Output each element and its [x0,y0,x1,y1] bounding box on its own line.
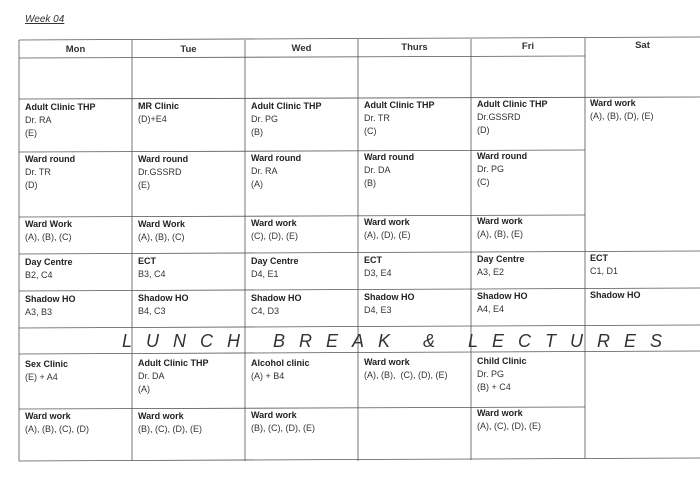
cell-title: Shadow HO [251,293,302,303]
cell-title: Day Centre [25,257,73,267]
cell-line: Dr. DA [364,165,391,175]
cell-line: (A) + B4 [251,371,285,381]
day-header-fri: Fri [521,41,535,52]
cell-wed-shadow [251,292,302,318]
cell-fri-clinic [477,98,548,137]
cell-title: Shadow HO [364,292,415,302]
cell-line: C1, D1 [590,266,619,276]
cell-title: Shadow HO [138,293,189,303]
cell-tue-clinic [138,100,179,126]
cell-title: Sex Clinic [25,359,69,369]
cell-line: (C) [364,126,377,136]
cell-thurs-ect [364,254,392,280]
cell-line: (E) [138,180,150,190]
cell-line: B2, C4 [25,270,53,280]
cell-title: Ward Work [138,219,186,229]
cell-line: Dr. PG [477,369,505,379]
cell-mon-afternoon2 [25,410,89,436]
cell-title: Ward round [25,154,76,164]
cell-line: (B) [251,127,263,137]
cell-line: Dr. TR [364,113,390,123]
cell-title: Shadow HO [25,294,76,304]
cell-title: MR Clinic [138,101,180,111]
cell-sat-shadow [590,289,641,302]
cell-tue-ward-round [138,153,188,192]
cell-wed-afternoon2 [251,409,315,435]
cell-mon-day-centre [25,256,73,282]
cell-title: Ward round [138,154,189,164]
cell-wed-ward-work [251,217,298,243]
cell-line: Dr.GSSRD [138,167,182,177]
cell-line: (B) + C4 [477,382,511,392]
cell-tue-afternoon2 [138,410,202,436]
week-label: Week 04 [25,14,65,25]
cell-line: D4, E3 [364,305,392,315]
cell-title: Ward round [477,151,528,161]
cell-line: (A), (C), (D), (E) [477,421,541,431]
cell-title: Adult Clinic THP [138,358,209,368]
cell-title: Ward work [251,218,297,228]
cell-line: (E) [25,128,37,138]
cell-line: Dr. PG [251,114,279,124]
cell-line: C4, D3 [251,306,280,316]
cell-title: Ward Work [25,219,73,229]
cell-tue-ect [138,255,166,281]
cell-title: Ward round [251,153,302,163]
cell-tue-afternoon1 [138,357,209,396]
cell-title: Shadow HO [477,291,528,301]
cell-line: (B) [364,178,376,188]
cell-line: A3, E2 [477,267,505,277]
cell-tue-ward-work [138,218,185,244]
cell-fri-ward-work [477,215,523,241]
cell-mon-afternoon1 [25,358,68,384]
cell-line: (B), (C), (D), (E) [251,423,315,433]
cell-line: (D) [477,125,490,135]
cell-line: A4, E4 [477,304,505,314]
cell-title: Ward work [477,216,523,226]
cell-line: (C) [477,177,490,187]
cell-tue-shadow [138,292,189,318]
cell-thurs-afternoon1 [364,356,447,382]
cell-mon-shadow [25,293,76,319]
cell-title: ECT [364,255,382,265]
cell-wed-clinic [251,100,322,139]
cell-wed-day-centre [251,255,299,281]
cell-line: (A), (B), (C) [25,232,72,242]
cell-thurs-ward-round [364,151,414,190]
day-header-thurs: Thurs [401,42,428,53]
cell-title: ECT [138,256,156,266]
cell-title: Day Centre [251,256,299,266]
cell-wed-afternoon1 [251,357,310,383]
cell-fri-shadow [477,290,528,316]
cell-line: (A), (B), (C) [138,232,185,242]
day-header-wed: Wed [291,43,312,54]
cell-line: Dr. DA [138,371,165,381]
cell-line: (E) + A4 [25,372,58,382]
cell-title: Ward work [364,217,410,227]
cell-line: B3, C4 [138,269,166,279]
cell-mon-ward-round [25,153,75,192]
cell-title: Adult Clinic THP [251,101,322,111]
cell-line: Dr. RA [251,166,278,176]
cell-title: Adult Clinic THP [364,100,435,110]
cell-title: Ward work [590,98,636,108]
cell-title: Ward work [477,408,523,418]
cell-title: Ward round [364,152,415,162]
cell-line: A3, B3 [25,307,53,317]
cell-line: (A), (B), (C), (D) [25,424,89,434]
cell-line: (A), (B), (D), (E) [590,111,654,121]
cell-fri-ward-round [477,150,527,189]
cell-line: Dr. PG [477,164,505,174]
cell-title: Ward work [25,411,71,421]
cell-line: D4, E1 [251,269,279,279]
cell-line: (A) [251,179,263,189]
cell-line: (D)+E4 [138,114,167,124]
lunch-banner: LUNCH BREAK & LECTURES [122,331,677,351]
day-header-mon: Mon [65,44,86,55]
cell-line: Dr. TR [25,167,51,177]
cell-thurs-clinic [364,99,435,138]
cell-sat-ect [590,252,618,278]
cell-title: Ward work [364,357,410,367]
cell-fri-afternoon1 [477,355,527,394]
cell-title: Ward work [251,410,297,420]
day-header-sat: Sat [635,40,650,51]
cell-thurs-shadow [364,291,415,317]
cell-sat-clinic [590,97,654,123]
cell-line: Dr.GSSRD [477,112,521,122]
cell-mon-clinic [25,101,96,140]
cell-fri-afternoon2 [477,407,541,433]
cell-title: Adult Clinic THP [477,99,548,109]
cell-title: ECT [590,253,608,263]
cell-line: (A), (B), (C), (D), (E) [364,370,448,380]
cell-line: (D) [25,180,38,190]
cell-line: (A), (B), (E) [477,229,523,239]
cell-fri-day-centre [477,253,525,279]
cell-line: (C), (D), (E) [251,231,298,241]
day-header-tue: Tue [180,44,197,55]
cell-line: Dr. RA [25,115,52,125]
cell-thurs-ward-work [364,216,411,242]
cell-title: Shadow HO [590,290,641,300]
cell-wed-ward-round [251,152,301,191]
cell-mon-ward-work [25,218,72,244]
cell-title: Child Clinic [477,356,527,366]
cell-title: Day Centre [477,254,525,264]
cell-title: Ward work [138,411,184,421]
cell-line: D3, E4 [364,268,392,278]
cell-title: Adult Clinic THP [25,102,96,112]
cell-line: B4, C3 [138,306,166,316]
cell-line: (A), (D), (E) [364,230,411,240]
cell-title: Alcohol clinic [251,358,310,368]
cell-line: (B), (C), (D), (E) [138,424,202,434]
cell-line: (A) [138,384,150,394]
